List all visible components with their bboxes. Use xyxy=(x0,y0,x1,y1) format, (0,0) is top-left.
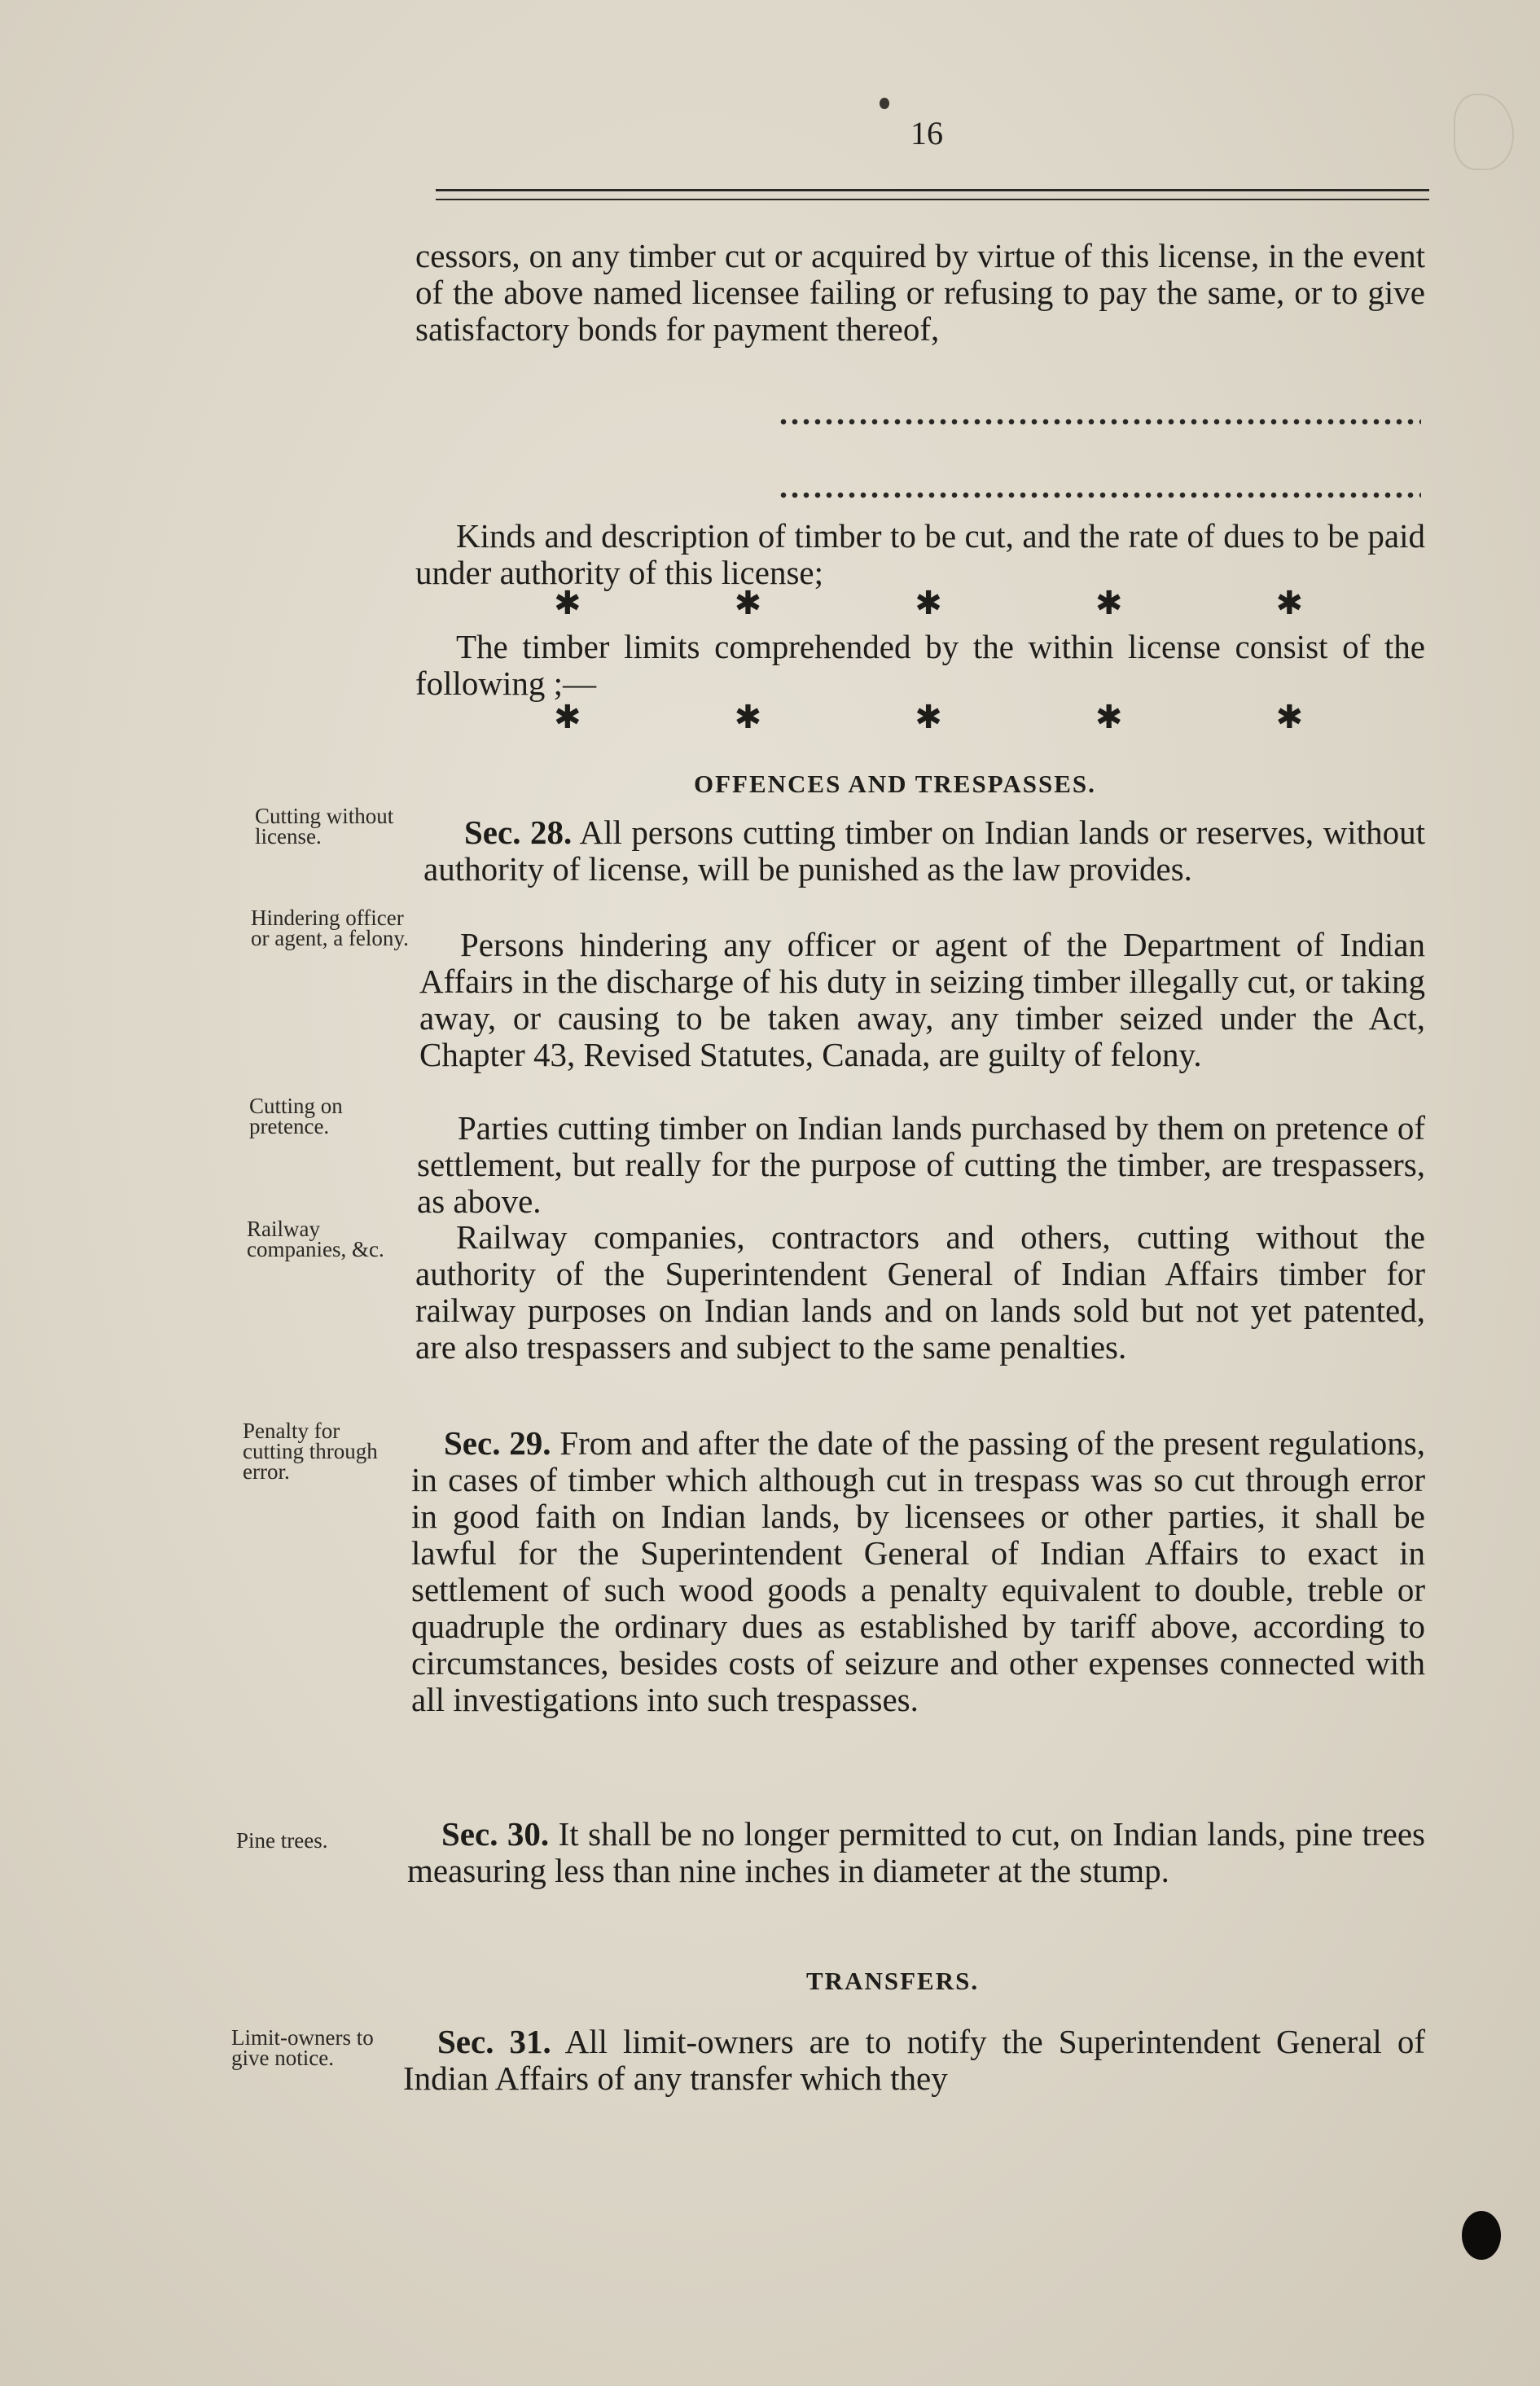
header-rule-thin xyxy=(436,199,1429,200)
limits-paragraph: The timber limits comprehended by the within license consist of the following ;— xyxy=(415,628,1425,702)
header-rule xyxy=(436,189,1429,191)
asterisk: ✱ xyxy=(915,699,942,736)
margin-note: Limit-owners to give notice. xyxy=(231,2025,374,2070)
section-30-paragraph: Sec. 30. It shall be no longer permitted to cut, on Indian lands, pine trees measuring less than nine inches in diameter at the stump. xyxy=(407,1815,1425,1889)
section-number: Sec. 31. xyxy=(437,2023,551,2060)
asterisk: ✱ xyxy=(554,699,581,736)
asterisk: ✱ xyxy=(915,585,942,622)
dotted-leader-2 xyxy=(778,491,1421,499)
section-31-paragraph: Sec. 31. All limit-owners are to notify the Superintendent General of Indian Affairs of any transfer which they xyxy=(403,2023,1425,2097)
asterisk: ✱ xyxy=(1275,585,1303,622)
section-number: Sec. 28. xyxy=(464,814,573,851)
asterisk: ✱ xyxy=(1275,699,1303,736)
asterisks-row-1 xyxy=(554,585,1303,622)
asterisk: ✱ xyxy=(1095,699,1123,736)
section-number: Sec. 29. xyxy=(444,1424,551,1462)
margin-note: Hindering officer or agent, a felony. xyxy=(251,906,409,950)
hindering-paragraph: Persons hindering any officer or agent of the Department of Indian Affairs in the discharge of his duty in seizing timber illegally cut, or taking away, or causing to be taken away, any timber seized under the Act, Chapter 43, Revised Statutes, Canada, are guilty of felony. xyxy=(419,926,1425,1073)
continuation-paragraph: cessors, on any timber cut or acquired by virtue of this license, in the event of the above named licensee failing or refusing to pay the same, or to give satisfactory bonds for payment thereof, xyxy=(415,237,1425,348)
margin-note: Cutting on pretence. xyxy=(249,1094,343,1138)
section-28-paragraph: Sec. 28. All persons cutting timber on Indian lands or reserves, without authority of license, will be punished as the law provides. xyxy=(423,814,1425,888)
margin-note: Pine trees. xyxy=(236,1828,328,1853)
margin-note: Cutting without license. xyxy=(255,804,394,849)
asterisk: ✱ xyxy=(554,585,581,622)
asterisks-row-2 xyxy=(554,699,1303,736)
punch-hole xyxy=(1462,2211,1501,2260)
asterisk: ✱ xyxy=(734,585,762,622)
kinds-paragraph: Kinds and description of timber to be cut, and the rate of dues to be paid under authority of this license; xyxy=(415,517,1425,591)
asterisk: ✱ xyxy=(1095,585,1123,622)
pretence-paragraph: Parties cutting timber on Indian lands purchased by them on pretence of settlement, but really for the purpose of cutting the timber, are trespassers, as above. xyxy=(417,1109,1425,1220)
paper-damage xyxy=(1454,94,1514,170)
dotted-leader-1 xyxy=(778,418,1421,426)
margin-note: Railway companies, &c. xyxy=(247,1217,384,1261)
margin-note: Penalty for cutting through error. xyxy=(243,1419,378,1484)
section-29-paragraph: Sec. 29. From and after the date of the passing of the present regulations, in cases of timber which although cut in trespass was so cut through error in good faith on Indian lands, by licensees or other parties, it shall be lawful for the Superintendent General of Indian Affairs to exact in settlement of such wood goods a penalty equivalent to double, treble or quadruple the ordinary dues as established by tariff above, according to circumstances, besides costs of seizure and other expenses connected with all investigations into such trespasses. xyxy=(411,1424,1426,1718)
section-heading-offences: OFFENCES AND TRESPASSES. xyxy=(694,770,1096,798)
asterisk: ✱ xyxy=(734,699,762,736)
railway-paragraph: Railway companies, contractors and others, cutting without the authority of the Superintendent General of Indian Affairs timber for railway purposes on Indian lands and on lands sold but not yet patented, are also trespassers and subject to the same penalties. xyxy=(415,1218,1425,1366)
ink-spot xyxy=(880,98,889,109)
section-number: Sec. 30. xyxy=(441,1815,550,1853)
section-heading-transfers: TRANSFERS. xyxy=(806,1967,980,1995)
page-number: 16 xyxy=(910,115,943,151)
